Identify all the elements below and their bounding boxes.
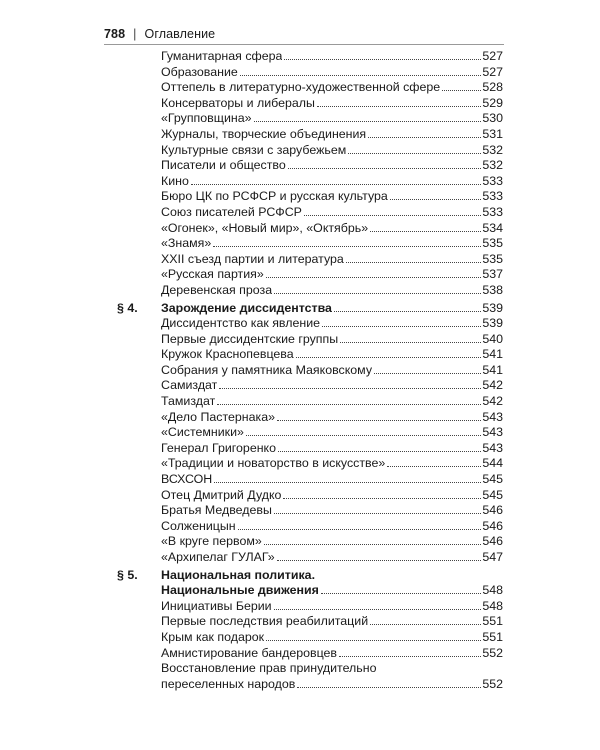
toc-entry	[117, 316, 503, 332]
dot-leader	[240, 75, 482, 76]
toc-entry-page: 546	[482, 503, 503, 518]
toc-entry-page: 527	[482, 64, 503, 79]
toc-entry-title: «Традиции и новаторство в искусстве»	[161, 456, 386, 471]
toc-entry-page: 551	[482, 614, 503, 629]
dot-leader	[217, 404, 481, 405]
toc-entry-page: 551	[482, 629, 503, 644]
toc-entry-title: Оттепель в литературно-художественной сфере	[161, 80, 441, 95]
toc-entry	[117, 519, 503, 535]
dot-leader	[274, 609, 482, 610]
toc-entry	[117, 472, 503, 488]
toc-entry-title: Национальная политика.	[161, 567, 316, 582]
dot-leader	[317, 106, 481, 107]
toc-entry-title: ВСХСОН	[161, 472, 213, 487]
toc-entry-page: 542	[482, 378, 503, 393]
toc-entry-title: Первые последствия реабилитаций	[161, 614, 369, 629]
toc-entry	[117, 425, 503, 441]
dot-leader	[297, 687, 481, 688]
toc-entry-title: «Групповщина»	[161, 111, 252, 126]
toc-entry	[117, 267, 503, 283]
dot-leader	[274, 293, 481, 294]
toc-entry-title: Бюро ЦК по РСФСР и русская культура	[161, 189, 388, 204]
toc-entry-page: 547	[482, 550, 503, 564]
toc-entry-page: 543	[482, 409, 503, 424]
toc-entry	[117, 283, 503, 299]
toc-entry-page: 528	[482, 80, 503, 95]
toc-entry	[117, 158, 503, 174]
running-title: Оглавление	[144, 27, 216, 41]
toc-entry	[117, 127, 503, 143]
dot-leader	[277, 420, 481, 421]
dot-leader	[348, 153, 481, 154]
table-of-contents	[117, 49, 503, 692]
toc-entry-title: «Русская партия»	[161, 267, 264, 282]
toc-entry	[117, 189, 503, 205]
toc-entry-page: 541	[482, 362, 503, 377]
toc-entry-title: Инициативы Берии	[161, 598, 272, 613]
dot-leader	[214, 482, 481, 483]
dot-leader	[368, 137, 481, 138]
header-rule	[104, 44, 504, 45]
toc-entry	[117, 568, 503, 584]
toc-entry-page: 546	[482, 518, 503, 533]
toc-entry-page: 545	[482, 472, 503, 487]
dot-leader	[374, 373, 481, 374]
toc-entry-page: 538	[482, 282, 503, 297]
toc-entry-page: 532	[482, 158, 503, 173]
toc-entry-page: 535	[482, 251, 503, 266]
toc-entry-title: «Знамя»	[161, 236, 212, 251]
dot-leader	[238, 529, 482, 530]
header-separator: |	[133, 27, 137, 41]
toc-entry	[117, 599, 503, 615]
toc-entry-page: 545	[482, 487, 503, 502]
toc-entry-title: Тамиздат	[161, 394, 216, 409]
toc-entry-title: Союз писателей РСФСР	[161, 204, 302, 219]
dot-leader	[278, 451, 481, 452]
toc-entry-page: 548	[482, 598, 503, 613]
toc-entry-page: 552	[482, 676, 503, 691]
toc-entry-page: 540	[482, 331, 503, 346]
toc-entry-title: Амнистирование бандеровцев	[161, 645, 338, 660]
toc-entry-page: 539	[482, 300, 503, 315]
toc-entry	[117, 661, 503, 677]
toc-entry-title: Крым как подарок	[161, 629, 265, 644]
toc-entry	[117, 301, 503, 317]
section-number: § 4.	[117, 300, 138, 315]
toc-entry	[117, 534, 503, 550]
toc-entry-page: 533	[482, 173, 503, 188]
toc-entry	[117, 378, 503, 394]
toc-entry	[117, 614, 503, 630]
toc-entry-page: 541	[482, 347, 503, 362]
toc-entry	[117, 363, 503, 379]
toc-entry-title: Гуманитарная сфера	[161, 49, 283, 63]
toc-entry-title: Кино	[161, 173, 189, 188]
toc-entry	[117, 143, 503, 159]
toc-entry	[117, 347, 503, 363]
toc-entry	[117, 49, 503, 65]
dot-leader	[219, 388, 481, 389]
toc-entry-title: Собрания у памятника Маяковскому	[161, 362, 373, 377]
dot-leader	[339, 656, 481, 657]
toc-entry-page: 546	[482, 534, 503, 549]
toc-entry-page: 533	[482, 204, 503, 219]
toc-entry-page: 539	[482, 316, 503, 331]
toc-entry-title: Солженицын	[161, 518, 236, 533]
toc-entry-page: 529	[482, 95, 503, 110]
toc-entry-page: 543	[482, 425, 503, 440]
toc-entry-page: 535	[482, 236, 503, 251]
toc-entry-title: «В круге первом»	[161, 534, 262, 549]
toc-entry	[117, 236, 503, 252]
toc-entry-title: Отец Дмитрий Дудко	[161, 487, 282, 502]
dot-leader	[296, 357, 482, 358]
toc-entry-title: Генерал Григоренко	[161, 440, 276, 455]
toc-entry-page: 552	[482, 645, 503, 660]
toc-entry-title: Культурные связи с зарубежьем	[161, 142, 347, 157]
toc-entry	[117, 550, 503, 566]
toc-entry-page: 537	[482, 267, 503, 282]
dot-leader	[264, 544, 482, 545]
dot-leader	[346, 262, 482, 263]
toc-entry	[117, 583, 503, 599]
dot-leader	[322, 326, 481, 327]
dot-leader	[284, 59, 481, 60]
dot-leader	[254, 121, 482, 122]
toc-entry-title: переселенных народов	[161, 676, 296, 691]
toc-entry	[117, 65, 503, 81]
dot-leader	[390, 199, 481, 200]
dot-leader	[321, 593, 481, 594]
toc-entry	[117, 111, 503, 127]
toc-entry-title: Восстановление прав принудительно	[161, 661, 377, 676]
toc-entry-title: Самиздат	[161, 378, 218, 393]
toc-entry-title: Диссидентство как явление	[161, 316, 321, 331]
toc-entry-title: Братья Медведевы	[161, 503, 272, 518]
toc-entry-title: Консерваторы и либералы	[161, 95, 315, 110]
toc-entry-title: Первые диссидентские группы	[161, 331, 339, 346]
toc-entry-title: XXII съезд партии и литература	[161, 251, 344, 266]
dot-leader	[442, 90, 481, 91]
toc-entry	[117, 80, 503, 96]
toc-entry	[117, 646, 503, 662]
toc-entry	[117, 503, 503, 519]
toc-entry-title: Образование	[161, 64, 238, 79]
dot-leader	[274, 513, 481, 514]
toc-entry-page: 543	[482, 440, 503, 455]
dot-leader	[304, 215, 481, 216]
dot-leader	[191, 184, 481, 185]
toc-entry	[117, 488, 503, 504]
toc-entry-title: «Огонек», «Новый мир», «Октябрь»	[161, 220, 369, 235]
toc-entry	[117, 456, 503, 472]
toc-entry	[117, 221, 503, 237]
toc-entry-page: 542	[482, 394, 503, 409]
dot-leader	[246, 435, 481, 436]
dot-leader	[213, 246, 481, 247]
toc-entry-title: Журналы, творческие объединения	[161, 126, 367, 141]
toc-entry	[117, 394, 503, 410]
toc-entry-page: 532	[482, 142, 503, 157]
toc-entry-page: 544	[482, 456, 503, 471]
toc-entry-page: 548	[482, 583, 503, 598]
toc-entry	[117, 630, 503, 646]
toc-entry	[117, 96, 503, 112]
dot-leader	[283, 498, 481, 499]
toc-entry	[117, 205, 503, 221]
toc-entry-page: 534	[482, 220, 503, 235]
toc-entry-title: «Системники»	[161, 425, 244, 440]
toc-entry-title: Национальные движения	[161, 583, 319, 598]
dot-leader	[340, 342, 481, 343]
dot-leader	[370, 624, 481, 625]
toc-entry-page: 533	[482, 189, 503, 204]
dot-leader	[370, 231, 481, 232]
toc-entry-page: 530	[482, 111, 503, 126]
running-header	[104, 27, 215, 41]
toc-entry-page: 531	[482, 126, 503, 141]
dot-leader	[387, 466, 481, 467]
toc-entry	[117, 174, 503, 190]
toc-entry-title: Деревенская проза	[161, 282, 273, 297]
page-number: 788	[104, 27, 126, 41]
toc-entry-title: Зарождение диссидентства	[161, 300, 332, 315]
dot-leader	[288, 168, 482, 169]
toc-entry	[117, 332, 503, 348]
toc-entry-page: 527	[482, 49, 503, 63]
dot-leader	[277, 560, 482, 561]
toc-entry-title: Писатели и общество	[161, 158, 286, 173]
toc-entry-title: «Дело Пастернака»	[161, 409, 275, 424]
toc-entry-title: «Архипелаг ГУЛАГ»	[161, 550, 275, 564]
toc-entry	[117, 410, 503, 426]
toc-entry	[117, 441, 503, 457]
dot-leader	[334, 311, 481, 312]
dot-leader	[266, 277, 482, 278]
dot-leader	[266, 640, 481, 641]
section-number: § 5.	[117, 567, 138, 582]
toc-entry-title: Кружок Краснопевцева	[161, 347, 294, 362]
toc-entry	[117, 677, 503, 693]
toc-entry	[117, 252, 503, 268]
